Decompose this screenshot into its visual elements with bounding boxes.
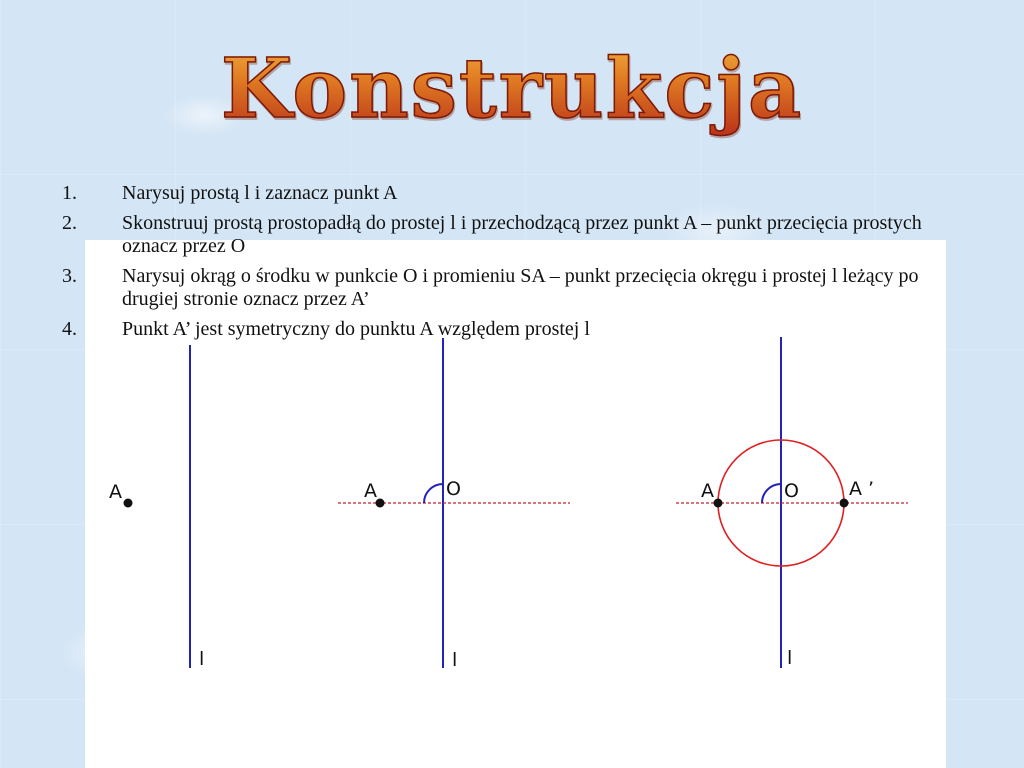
- step-text: Narysuj okrąg o środku w punkcie O i promieniu SA – punkt przecięcia okręgu i prostej l leżący po drugiej stronie oznacz przez A’: [122, 265, 919, 310]
- step-number: 4.: [62, 318, 77, 340]
- slide-title: Konstrukcja: [0, 40, 1024, 138]
- label-l: l: [787, 647, 793, 669]
- right-angle-arc: [424, 484, 443, 503]
- figure-1: [109, 345, 204, 670]
- point-a-prime: [840, 499, 849, 508]
- label-l: l: [199, 648, 205, 670]
- label-o: O: [784, 480, 799, 502]
- step-text: Punkt A’ jest symetryczny do punktu A względem prostej l: [122, 318, 590, 340]
- label-a: A: [364, 480, 377, 502]
- figure-2: [338, 338, 570, 671]
- label-l: l: [452, 649, 458, 671]
- figure-3: [676, 337, 908, 669]
- label-o: O: [446, 478, 461, 500]
- point-a: [124, 499, 133, 508]
- step-number: 1.: [62, 182, 77, 204]
- step-number: 2.: [62, 212, 77, 234]
- step-number: 3.: [62, 265, 77, 287]
- label-a-prime: A ’: [849, 478, 875, 500]
- point-a: [714, 499, 723, 508]
- right-angle-arc: [762, 484, 781, 503]
- label-a: A: [701, 480, 714, 502]
- label-a: A: [109, 481, 122, 503]
- step-text: Skonstruuj prostą prostopadłą do prostej l i przechodzącą przez punkt A – punkt przecięcia prostych oznacz przez O: [122, 212, 922, 257]
- step-text: Narysuj prostą l i zaznacz punkt A: [122, 182, 398, 204]
